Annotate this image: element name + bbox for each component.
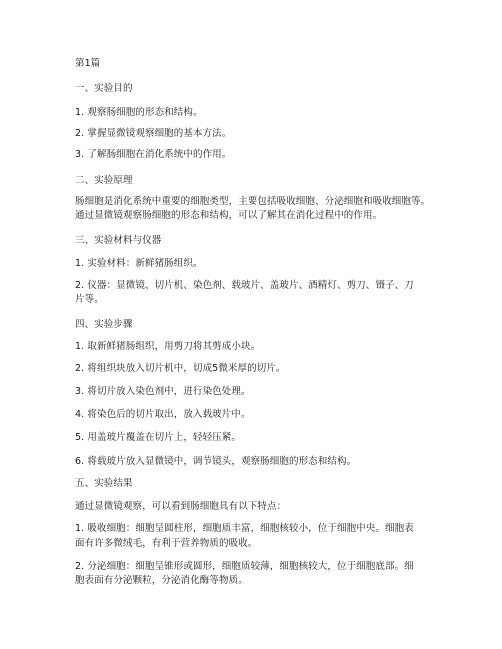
section-title-results: 五、实验结果 (75, 478, 133, 489)
section-title-steps: 四、实验步骤 (75, 319, 133, 330)
list-item: 4. 将染色后的切片取出，放入载玻片中。 (75, 409, 251, 420)
section-title-principle: 二、实验原理 (75, 175, 133, 186)
section-title-purpose: 一、实验目的 (75, 83, 133, 94)
list-item: 2. 仪器：显微镜、切片机、染色剂、载玻片、盖玻片、酒精灯、剪刀、镊子、刀 (75, 280, 414, 291)
list-item: 1. 吸收细胞：细胞呈圆柱形，细胞质丰富，细胞核较小，位于细胞中央。细胞表 (75, 523, 414, 534)
list-item: 2. 分泌细胞：细胞呈锥形或圆形，细胞质较薄，细胞核较大，位于细胞底部。细 (75, 561, 414, 572)
list-item: 5. 用盖玻片覆盖在切片上，轻轻压紧。 (75, 432, 241, 443)
list-item: 3. 了解肠细胞在消化系统中的作用。 (75, 149, 232, 160)
list-item-continuation: 胞表面有分泌颗粒，分泌消化酶等物质。 (75, 575, 248, 586)
list-item: 1. 实验材料：新鲜猪肠组织。 (75, 258, 203, 269)
paragraph-line: 通过显微镜观察肠细胞的形态和结构，可以了解其在消化过程中的作用。 (75, 210, 383, 221)
paragraph-line: 肠细胞是消化系统中重要的细胞类型，主要包括吸收细胞、分泌细胞和吸收细胞等。 (75, 196, 431, 207)
list-item-continuation: 片等。 (75, 294, 104, 305)
list-item: 6. 将载玻片放入显微镜中，调节镜头，观察肠细胞的形态和结构。 (75, 456, 357, 467)
section-title-materials: 三、实验材料与仪器 (75, 235, 162, 246)
paragraph-line: 通过显微镜观察，可以看到肠细胞具有以下特点： (75, 501, 287, 512)
list-item: 1. 观察肠细胞的形态和结构。 (75, 107, 203, 118)
list-item: 2. 掌握显微镜观察细胞的基本方法。 (75, 128, 232, 139)
list-item: 3. 将切片放入染色剂中，进行染色处理。 (75, 386, 251, 397)
list-item: 1. 取新鲜猪肠组织，用剪刀将其剪成小块。 (75, 341, 261, 352)
page-label: 第1篇 (75, 58, 101, 69)
list-item-continuation: 面有许多微绒毛，有利于营养物质的吸收。 (75, 538, 258, 549)
list-item: 2. 将组织块放入切片机中，切成5微米厚的切片。 (75, 363, 286, 374)
